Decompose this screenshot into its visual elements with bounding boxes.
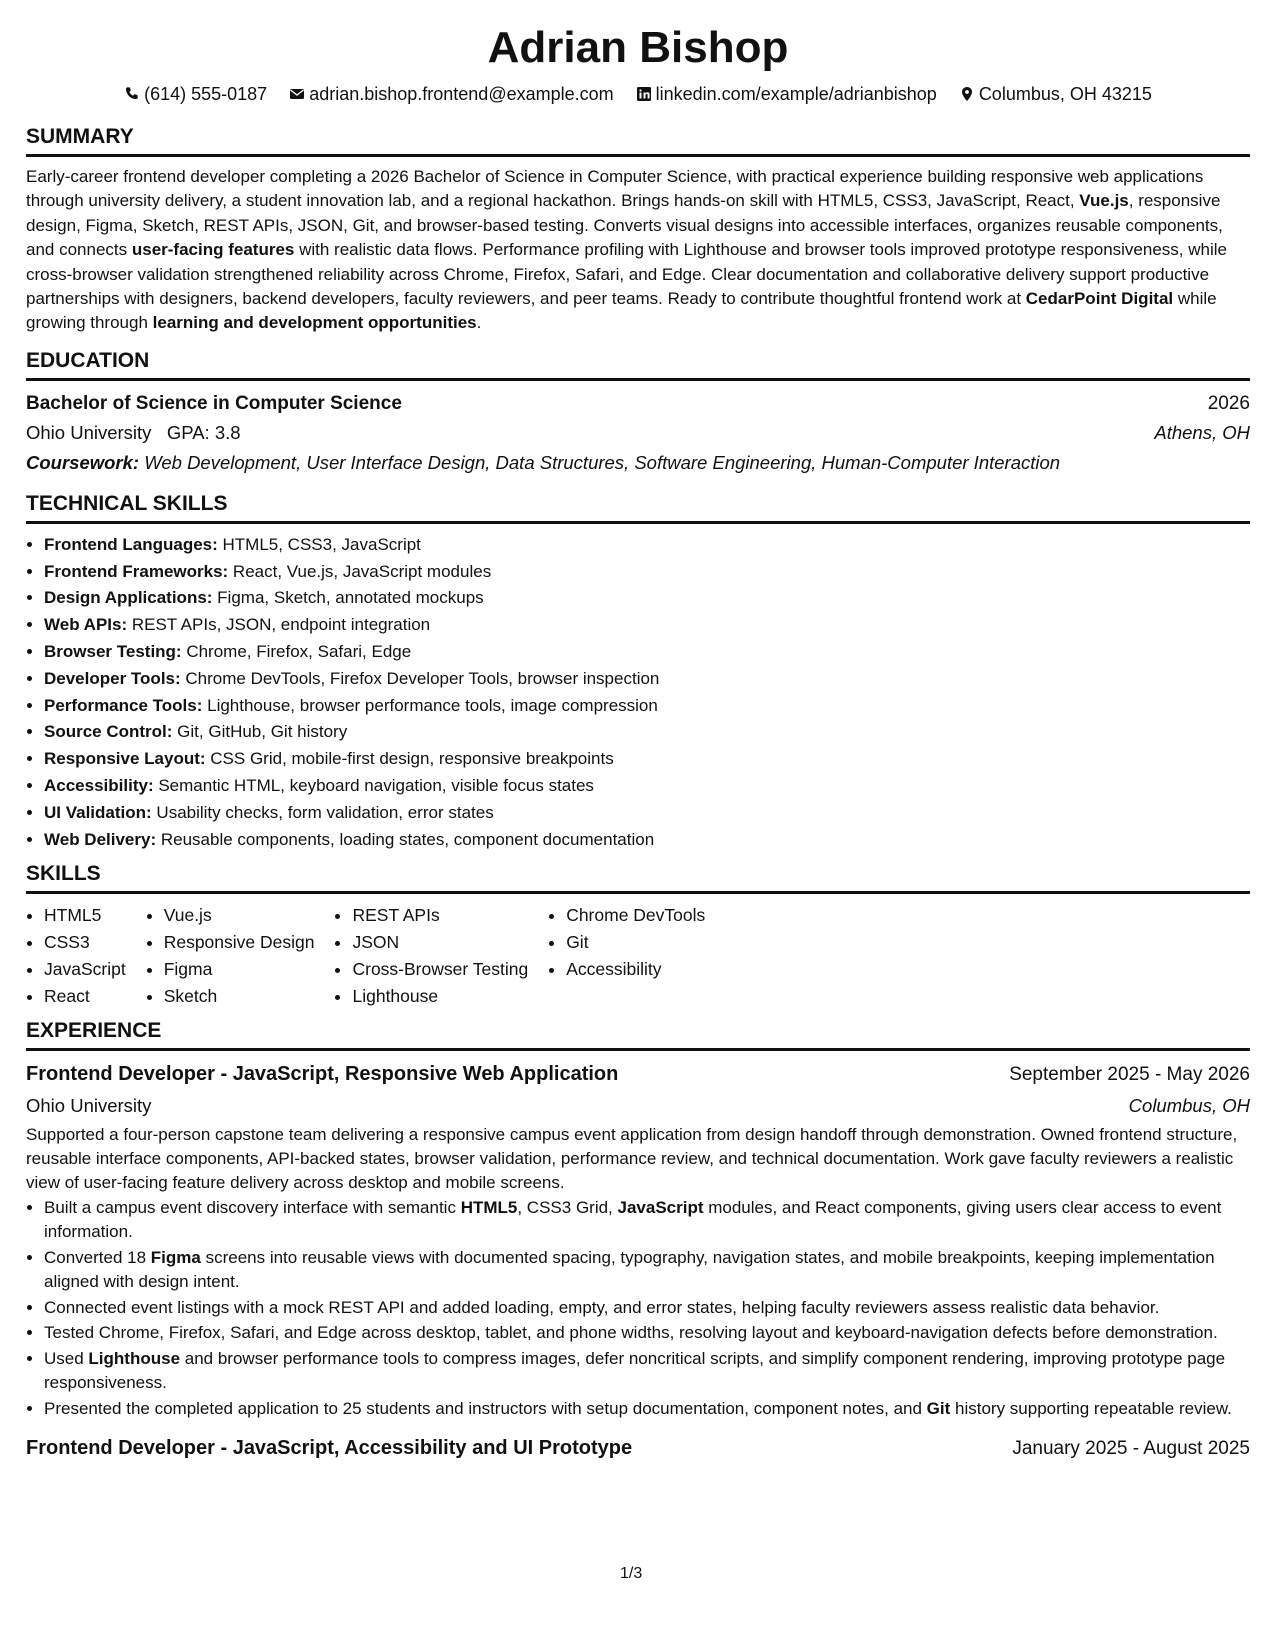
education-section [26,348,1250,478]
skill-item: • Sketch [164,983,315,1010]
text-run: with realistic data flows. Performance profiling with Lighthouse and browser tools improved prototype responsiveness, while cross-browser validation strengthened reliability across Chrome, Firefox, Safari, and Edge. Clear documentation and collaborative delivery support productive partnerships with designers, backend developers, faculty reviewers, and peer teams. Ready to contribute thoughtful frontend work at [26,240,1227,309]
emphasis-text: Figma [150,1247,201,1267]
job-bullet [44,1397,1250,1421]
envelope-icon [289,86,305,102]
skill-item: • Chrome DevTools [566,902,705,929]
email-text: adrian.bishop.frontend@example.com [309,84,614,104]
graduation-year: 2026 [1207,392,1250,414]
resume-page [26,22,1250,1464]
contact-linkedin[interactable] [636,82,937,106]
contact-email[interactable] [289,82,613,106]
job-header [26,1059,1250,1090]
skill-values: HTML5, CSS3, JavaScript [217,534,421,554]
contact-phone[interactable] [124,82,267,106]
skill-item: • Git [566,929,705,956]
skills-column [146,902,315,1009]
job-title: Frontend Developer - JavaScript, Accessibility and UI Prototype [26,1437,633,1460]
skill-item: • JSON [352,929,528,956]
skill-values: Chrome DevTools, Firefox Developer Tools, browser inspection [180,668,660,688]
coursework-line [26,447,1250,478]
text-run: history supporting repeatable review. [950,1399,1232,1418]
text-run: , responsive design, Figma, Sketch, REST APIs, JSON, Git, and browser-based testing. Converts visual designs into accessible interfaces, organizes reusable components, and connects [26,191,1223,260]
technical-skill-item [44,693,1250,720]
section-title-skills: SKILLS [26,862,101,886]
coursework-list: Web Development, User Interface Design, Data Structures, Software Engineering, Human-Computer Interaction [139,451,1061,473]
skill-category: Web Delivery: [44,829,157,849]
skill-values: Lighthouse, browser performance tools, image compression [202,695,658,715]
skill-values: CSS Grid, mobile-first design, responsive breakpoints [205,749,614,769]
emphasis-text: JavaScript [617,1197,704,1217]
section-divider [26,1048,1250,1051]
skill-item: • Figma [164,956,315,983]
text-run: . [476,313,482,333]
text-run: while growing through [26,289,1217,333]
skill-category: Design Applications: [44,588,213,608]
technical-skills-list [26,532,1250,854]
skill-item: • Lighthouse [352,983,528,1010]
skill-category: Frontend Frameworks: [44,561,229,581]
summary-text [26,165,1250,336]
linkedin-icon [636,86,652,102]
skill-values: REST APIs, JSON, endpoint integration [127,615,431,635]
phone-text: (614) 555-0187 [144,84,268,104]
contact-bar [26,82,1250,106]
skills-section [26,861,1250,1009]
job-entry [26,1433,1250,1464]
technical-skill-item [44,719,1250,746]
gpa: GPA: 3.8 [166,421,241,443]
skill-values: Reusable components, loading states, component documentation [156,829,655,849]
job-location: Columbus, OH [1128,1094,1250,1116]
technical-skill-item [44,639,1250,666]
text-run: screens into reusable views with documented spacing, typography, navigation states, and mobile breakpoints, keeping implementation aligned with design intent. [44,1247,1215,1292]
job-bullet [44,1246,1250,1295]
technical-skill-item [44,532,1250,559]
map-pin-icon [959,86,975,102]
technical-skill-item [44,800,1250,827]
skill-item: • JavaScript [44,956,126,983]
job-header [26,1433,1250,1464]
section-divider [26,521,1250,524]
text-run: Tested Chrome, Firefox, Safari, and Edge across desktop, tablet, and phone widths, resolving layout and keyboard-navigation defects before demonstration. [44,1323,1218,1343]
technical-skills-section [26,491,1250,854]
skill-category: Performance Tools: [44,695,203,715]
skill-item: • REST APIs [352,902,528,929]
skill-item: • React [44,983,126,1010]
technical-skill-item [44,827,1250,854]
technical-skill-item [44,585,1250,612]
emphasis-text: learning and development opportunities [152,313,477,333]
skill-values: Chrome, Firefox, Safari, Edge [181,642,412,662]
skill-category: UI Validation: [44,802,152,822]
text-run: Used [44,1349,89,1368]
technical-skill-item [44,612,1250,639]
skills-column [548,902,705,1009]
section-title-summary: SUMMARY [26,125,134,148]
section-divider [26,891,1250,894]
emphasis-text: Lighthouse [88,1349,181,1368]
emphasis-text: Git [926,1399,951,1418]
text-run: modules, and React components, giving users clear access to event information. [44,1197,1222,1242]
text-run: Early-career frontend developer completing a 2026 Bachelor of Science in Computer Science, with practical experience building responsive web applications through university delivery, a student innovation lab, and a regional hackathon. Brings hands-on skill with HTML5, CSS3, JavaScript, React, [26,167,1204,211]
skills-grid [26,902,1250,1009]
skill-item: • CSS3 [44,929,126,956]
emphasis-text: Vue.js [1079,191,1129,211]
technical-skill-item [44,559,1250,586]
text-run: , CSS3 Grid, [517,1197,618,1217]
phone-icon [124,86,140,102]
skill-values: Usability checks, form validation, error states [151,802,494,822]
skill-item: • Vue.js [164,902,315,929]
skill-category: Developer Tools: [44,668,181,688]
technical-skill-item [44,666,1250,693]
contact-location [959,82,1152,106]
job-subheader [26,1090,1250,1121]
emphasis-text: CedarPoint Digital [1025,289,1174,309]
candidate-name: Adrian Bishop [487,23,789,72]
job-dates: September 2025 - May 2026 [1009,1063,1250,1085]
school-name: Ohio University [26,421,152,443]
skill-category: Accessibility: [44,776,154,796]
emphasis-text: HTML5 [460,1197,518,1217]
section-title-education: EDUCATION [26,348,150,372]
skill-values: Figma, Sketch, annotated mockups [212,588,484,608]
section-title-technical-skills: TECHNICAL SKILLS [26,491,228,515]
coursework-label: Coursework: [26,451,140,473]
skill-values: Semantic HTML, keyboard navigation, visible focus states [153,776,594,796]
skills-column [334,902,528,1009]
skill-category: Browser Testing: [44,642,182,662]
skill-category: Web APIs: [44,615,128,635]
skill-values: React, Vue.js, JavaScript modules [228,561,492,581]
job-bullet [44,1296,1250,1320]
skill-category: Responsive Layout: [44,749,206,769]
skill-item: • HTML5 [44,902,126,929]
school-info [26,418,241,447]
experience-section [26,1018,1250,1465]
text-run: Presented the completed application to 25 students and instructors with setup documentation, component notes, and [44,1399,927,1418]
technical-skill-item [44,746,1250,773]
text-run: Connected event listings with a mock REST API and added loading, empty, and error states, helping faculty reviewers assess realistic data behavior. [44,1297,1160,1317]
skill-category: Frontend Languages: [44,534,218,554]
job-title: Frontend Developer - JavaScript, Responsive Web Application [26,1062,619,1085]
page-number: 1/3 [620,1565,643,1582]
skills-column [26,902,126,1009]
job-bullet [44,1321,1250,1345]
text-run: and browser performance tools to compress images, defer noncritical scripts, and simplify component rendering, improving prototype page responsiveness. [44,1349,1226,1393]
skill-item: • Responsive Design [164,929,315,956]
education-header [26,389,1250,418]
location-text: Columbus, OH 43215 [978,84,1152,104]
job-dates: January 2025 - August 2025 [1012,1438,1250,1460]
summary-section [26,124,1250,336]
skill-category: Source Control: [44,722,173,742]
skill-values: Git, GitHub, Git history [172,722,348,742]
section-title-experience: EXPERIENCE [26,1018,162,1042]
technical-skill-item [44,773,1250,800]
degree-name: Bachelor of Science in Computer Science [26,392,402,414]
job-description: Supported a four-person capstone team delivering a responsive campus event application from design handoff through demonstration. Owned frontend structure, reusable interface components, API-backed states, browser validation, performance review, and technical documentation. Work gave faculty reviewers a realistic view of user-facing feature delivery across desktop and mobile screens. [26,1124,1238,1193]
job-bullet [44,1347,1250,1396]
section-divider [26,378,1250,381]
section-divider [26,154,1250,157]
skill-item: • Cross-Browser Testing [352,956,528,983]
job-entry [26,1059,1250,1422]
school-location: Athens, OH [1154,421,1250,443]
education-subheader [26,418,1250,447]
job-organization: Ohio University [26,1094,152,1116]
text-run: Converted 18 [44,1247,151,1267]
emphasis-text: user-facing features [131,240,295,260]
job-bullet [44,1196,1250,1245]
linkedin-text: linkedin.com/example/adrianbishop [655,84,937,104]
job-bullets [26,1196,1250,1422]
skill-item: • Accessibility [566,956,705,983]
text-run: Built a campus event discovery interface with semantic [44,1197,461,1217]
